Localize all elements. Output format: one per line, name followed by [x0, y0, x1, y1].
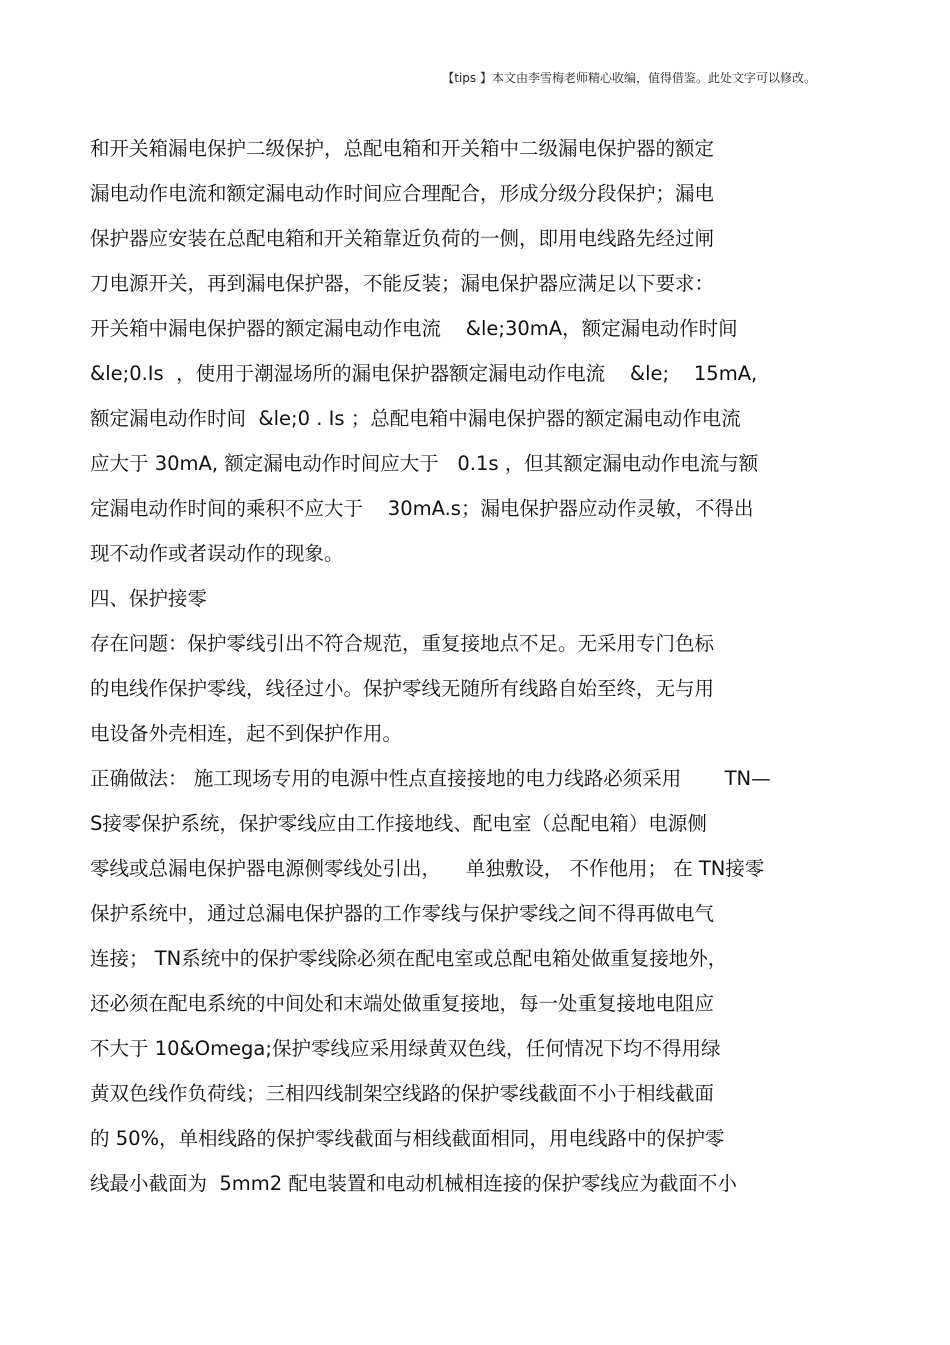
text-line: S接零保护系统，保护零线应由工作接地线、配电室（总配电箱）电源侧	[90, 812, 707, 835]
text-line: 漏电动作电流和额定漏电动作时间应合理配合，形成分级分段保护；漏电	[90, 182, 715, 205]
text-line: 的 50%，单相线路的保护零线截面与相线截面相同，用电线路中的保护零	[90, 1127, 725, 1150]
text-line: 保护系统中，通过总漏电保护器的工作零线与保护零线之间不得再做电气	[90, 902, 715, 925]
text-line: 不大于 10&Omega;保护零线应采用绿黄双色线，任何情况下均不得用绿	[90, 1037, 721, 1060]
text-line: 的电线作保护零线，线径过小。保护零线无随所有线路自始至终，无与用	[90, 677, 715, 700]
text-line: 存在问题：保护零线引出不符合规范，重复接地点不足。无采用专门色标	[90, 632, 715, 655]
text-line: 正确做法： 施工现场专用的电源中性点直接接地的电力线路必须采用 TN—	[90, 767, 771, 790]
text-line: 还必须在配电系统的中间处和末端处做重复接地，每一处重复接地电阻应	[90, 992, 715, 1015]
text-line: 开关箱中漏电保护器的额定漏电动作电流 &le;30mA，额定漏电动作时间	[90, 317, 738, 340]
text-line: 黄双色线作负荷线；三相四线制架空线路的保护零线截面不小于相线截面	[90, 1082, 715, 1105]
body-text	[90, 126, 870, 1206]
text-line: 刀电源开关，再到漏电保护器，不能反装；漏电保护器应满足以下要求：	[90, 272, 715, 295]
section-heading: 四、保护接零	[90, 587, 208, 610]
text-line: 定漏电动作时间的乘积不应大于 30mA.s；漏电保护器应动作灵敏，不得出	[90, 497, 754, 520]
text-line: 线最小截面为 5mm2 配电装置和电动机械相连接的保护零线应为截面不小	[90, 1172, 737, 1195]
text-line: 电设备外壳相连，起不到保护作用。	[90, 722, 403, 745]
text-line: 现不动作或者误动作的现象。	[90, 542, 344, 565]
text-line: 应大于 30mA, 额定漏电动作时间应大于 0.1s ，但其额定漏电动作电流与额	[90, 452, 759, 475]
text-line: 保护器应安装在总配电箱和开关箱靠近负荷的一侧，即用电线路先经过闸	[90, 227, 715, 250]
text-line: 零线或总漏电保护器电源侧零线处引出， 单独敷设， 不作他用； 在 TN接零	[90, 857, 765, 880]
text-line: 连接； TN系统中的保护零线除必须在配电室或总配电箱处做重复接地外，	[90, 947, 728, 970]
text-line: 额定漏电动作时间 &le;0 . Is ；总配电箱中漏电保护器的额定漏电动作电流	[90, 407, 741, 430]
text-line: &le;0.Is ，使用于潮湿场所的漏电保护器额定漏电动作电流 &le; 15mA,	[90, 362, 758, 385]
header-tip: 【tips 】本文由李雪梅老师精心收编，值得借鉴。此处文字可以修改。	[442, 71, 816, 85]
text-line: 和开关箱漏电保护二级保护，总配电箱和开关箱中二级漏电保护器的额定	[90, 137, 715, 160]
